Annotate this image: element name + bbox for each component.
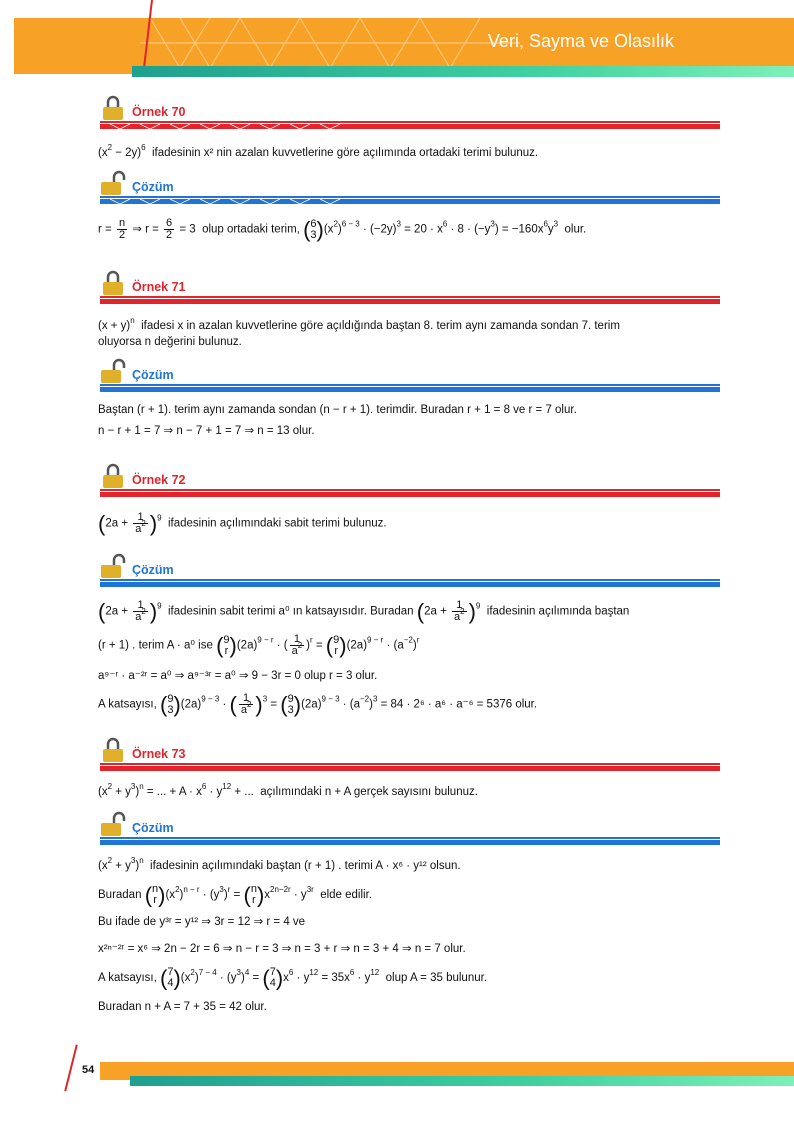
solution-text: ifadesinin açılımındaki baştan (r + 1) . terimi A · x⁶ · y¹² olsun. (150, 860, 461, 872)
solution-text: = 84 · 2⁶ · a⁶ · a⁻⁶ = 5376 olur. (380, 698, 538, 711)
page-header-title: Veri, Sayma ve Olasılık (487, 31, 674, 51)
solution-text: ifadesinin sabit terimi a⁰ ın katsayısıdır. Buradan (167, 605, 414, 618)
unlock-icon (100, 358, 126, 384)
unlock-icon (100, 170, 126, 196)
solution-72-header (100, 553, 720, 589)
example-72-header (100, 463, 720, 499)
solution-label: Çözüm (132, 180, 174, 194)
header-stripe (132, 66, 794, 77)
solution-72-line2: (r + 1) . terim A · a⁰ ise (9 $r)(2a)^{9 - r}$ · ( $\frac{1}{a^2}$ )$^r$ = (9 $r)(2a)^{9 - r} \cdot (a^{-2})^r$ (98, 633, 420, 658)
solution-72-line3: a⁹⁻ʳ · a⁻²ʳ = a⁰ ⇒ a⁹⁻³ʳ = a⁰ ⇒ 9 − 3r = 0 olup r = 3 olur. (98, 670, 378, 682)
solution-73-line3: Bu ifade de y³ʳ = y¹² ⇒ 3r = 12 ⇒ r = 4 ve (98, 916, 306, 928)
red-bar (100, 763, 720, 771)
solution-72-line4: A katsayısı, (9 $3)(2a)^{9 - 3}$ · ( $\frac{1}{a^2}$ )$^3$ = (9 $3)(2a)^{9 - 3} \cdot (a^{-2})^3 = 84 \cdot 2^6 \cdot a^6 \cdot a^{-6} = 5376$ olur. (98, 692, 538, 717)
blue-bar (100, 837, 720, 845)
solution-73-header (100, 811, 720, 847)
header-under (14, 66, 134, 74)
solution-text: olur. (564, 223, 587, 236)
example-70-question: $(x^2 - 2y)^6$ ifadesinin x² nin azalan kuvvetlerine göre açılımında ortadaki terimi bulunuz. (98, 143, 539, 159)
solution-71-header (100, 358, 720, 394)
solution-text: elde edilir. (320, 889, 372, 902)
question-text: ifadesi x in azalan kuvvetlerine göre açıldığında baştan 8. terim aynı zamanda sondan 7. terim (141, 320, 620, 332)
solution-70-header (100, 170, 720, 206)
solution-73-line4: x²ⁿ⁻²ʳ = x⁶ ⇒ 2n − 2r = 6 ⇒ n − r = 3 ⇒ n = 3 + r ⇒ n = 3 + 4 ⇒ n = 7 olur. (98, 943, 466, 955)
solution-text: olup A = 35 bulunur. (385, 972, 487, 985)
solution-text: A katsayısı, (98, 972, 157, 985)
question-text: açılımındaki n + A gerçek sayısını bulunuz. (260, 786, 478, 798)
page-number: 54 (82, 1064, 95, 1076)
solution-73-line2: Buradan (n $r)(x^2)^{n - r} \cdot (y^3)^r = (n$ $r)x^{2n-2r} \cdot y^{3r}$ elde edilir. (98, 882, 372, 908)
example-70-header (100, 95, 720, 131)
example-label: Örnek 73 (132, 747, 186, 761)
example-label: Örnek 70 (132, 105, 186, 119)
solution-text: A katsayısı, (98, 698, 157, 711)
blue-bar (100, 579, 720, 587)
solution-text: Buradan (98, 889, 142, 902)
lock-icon (100, 463, 126, 489)
solution-72-line1: (2a + $\frac{1}{a^2}$ )$^9$ ifadesinin sabit terimi a⁰ ın katsayısıdır. Buradan (2a + $\frac{1}{a^2}$ )$^9$ ifadesinin açılımında baştan (98, 599, 630, 624)
example-label: Örnek 71 (132, 280, 186, 294)
blue-bar (100, 196, 720, 204)
solution-73-line6: Buradan n + A = 7 + 35 = 42 olur. (98, 1001, 267, 1013)
example-71-header (100, 270, 720, 306)
example-label: Örnek 72 (132, 473, 186, 487)
example-73-question: $(x^2 + y^3)^n$ = ... + $A \cdot x^6 \cdot y^{12}$ + ... açılımındaki n + A gerçek sayısını bulunuz. (98, 782, 478, 798)
unlock-icon (100, 553, 126, 579)
solution-73-line1: $(x^2 + y^3)^n$ ifadesinin açılımındaki baştan (r + 1) . terimi A · x⁶ · y¹² olsun. (98, 856, 461, 872)
example-73-header (100, 737, 720, 773)
lock-icon (100, 95, 126, 121)
example-71-question-line2: oluyorsa n değerini bulunuz. (98, 336, 242, 348)
footer-stripe (130, 1076, 794, 1086)
question-text: ifadesinin x² nin azalan kuvvetlerine göre açılımında ortadaki terimi bulunuz. (151, 147, 539, 159)
solution-70-line: r = $\frac{n}{2}$ ⇒ r = $\frac{6}{2}$ = 3 olup ortadaki terim, (6 $3)(x^2)^{6 - 3} \cdot (-2y)^3 = 20 \cdot x^6 \cdot 8 \cdot (-y^3) = -160x^6y^3$ olur. (98, 217, 587, 242)
solution-text: (r + 1) . terim A · a⁰ ise (98, 639, 213, 652)
solution-text: olup ortadaki terim, (202, 223, 300, 236)
solution-label: Çözüm (132, 563, 174, 577)
red-bar (100, 489, 720, 497)
lock-icon (100, 737, 126, 763)
red-bar (100, 121, 720, 129)
solution-label: Çözüm (132, 821, 174, 835)
question-text: ifadesinin açılımındaki sabit terimi bulunuz. (167, 517, 387, 530)
lock-icon (100, 270, 126, 296)
red-bar (100, 296, 720, 304)
solution-label: Çözüm (132, 368, 174, 382)
blue-bar (100, 384, 720, 392)
solution-71-line2: n − r + 1 = 7 ⇒ n − 7 + 1 = 7 ⇒ n = 13 olur. (98, 425, 315, 437)
header-hex-pattern (140, 0, 520, 68)
unlock-icon (100, 811, 126, 837)
example-72-question: (2a + $\frac{1}{a^2}$ )$^9$ ifadesinin açılımındaki sabit terimi bulunuz. (98, 511, 387, 536)
solution-71-line1: Baştan (r + 1). terim aynı zamanda sondan (n − r + 1). terimdir. Buradan r + 1 = 8 ve r = 7 olur. (98, 404, 577, 416)
solution-text: ifadesinin açılımında baştan (486, 605, 630, 618)
example-71-question-line1: $(x + y)^n$ ifadesi x in azalan kuvvetlerine göre açıldığında baştan 8. terim aynı zamanda sondan 7. terim (98, 316, 620, 332)
solution-73-line5: A katsayısı, (7 $4)(x^2)^{7 - 4} \cdot (y^3)^4 = (7$ $4)x^6 \cdot y^{12} = 35x^6 \cdot y^{12}$ olup A = 35 bulunur. (98, 965, 487, 991)
